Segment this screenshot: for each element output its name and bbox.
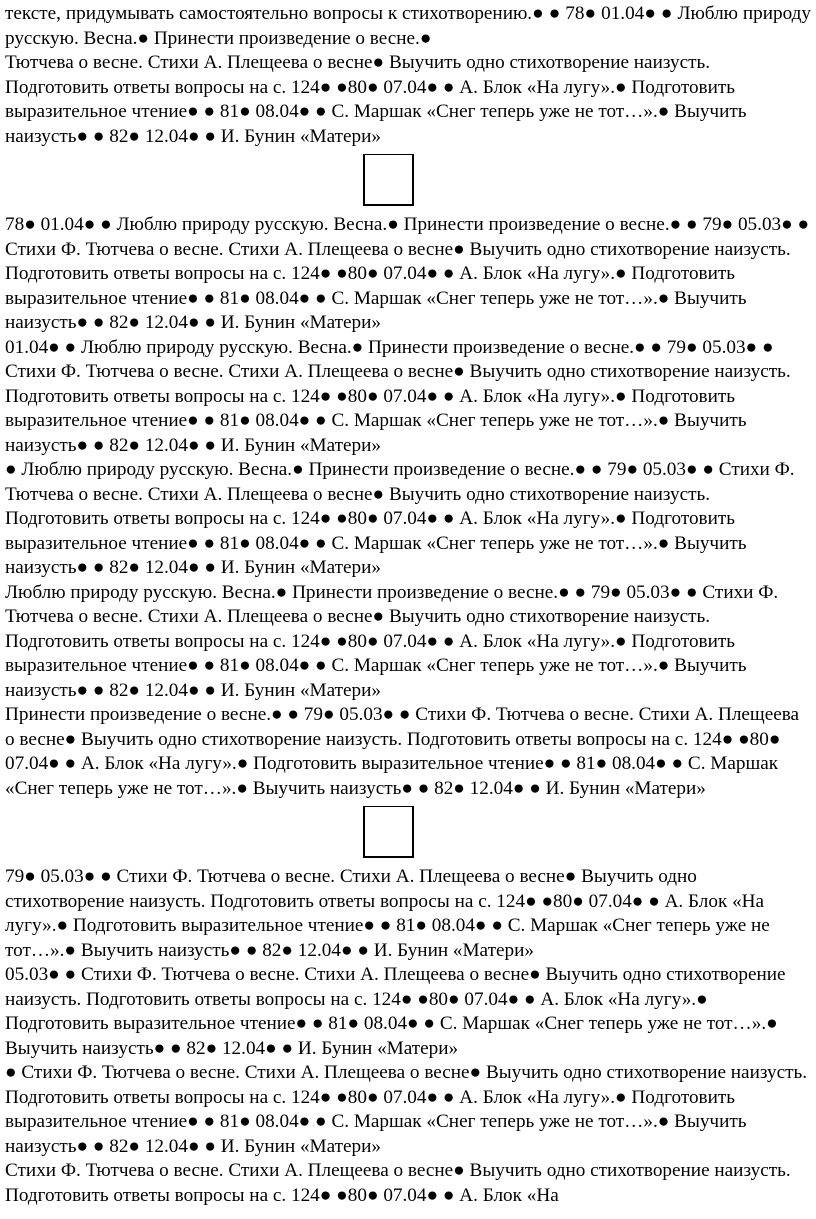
frame-box-2 [363,806,414,858]
paragraph-3-4: Стихи Ф. Тютчева о весне. Стихи А. Плещеева о весне● Выучить одно стихотворение наизусть. Подготовить ответы вопросы на с. 124● ●80● 07.04● ● А. Блок «На [5,1160,791,1206]
paragraph-2-5: Принести произведение о весне.● ● 79● 05.03● ● Стихи Ф. Тютчева о весне. Стихи А. Плещеева о весне● Выучить одно стихотворение наизусть. Подготовить ответы вопросы на с. 124● ●80● 07.04● ● А. Блок «На лугу».● Подготовить выразительное чтение● ● 81● 08.04● ● С. Маршак «Снег теперь уже не тот…».● Выучить наизусть● ● 82● 12.04● ● И. Бунин «Матери» [5,704,800,799]
frame-box-1-wrap [5,149,811,213]
paragraph-3-2: 05.03● ● Стихи Ф. Тютчева о весне. Стихи А. Плещеева о весне● Выучить одно стихотворение наизусть. Подготовить ответы вопросы на с. 124● ●80● 07.04● ● А. Блок «На лугу».● Подготовить выразительное чтение● ● 81● 08.04● ● С. Маршак «Снег теперь уже не тот…».● Выучить наизусть● ● 82● 12.04● ● И. Бунин «Матери» [5,964,786,1059]
paragraph-2-1: 78● 01.04● ● Люблю природу русскую. Весна.● Принести произведение о весне.● ● 79● 05.03● ● Стихи Ф. Тютчева о весне. Стихи А. Плещеева о весне● Выучить одно стихотворение наизусть. Подготовить ответы вопросы на с. 124● ●80● 07.04● ● А. Блок «На лугу».● Подготовить выразительное чтение● ● 81● 08.04● ● С. Маршак «Снег теперь уже не тот…».● Выучить наизусть● ● 82● 12.04● ● И. Бунин «Матери» [5,214,810,333]
paragraph-2-4: Люблю природу русскую. Весна.● Принести произведение о весне.● ● 79● 05.03● ● Стихи Ф. Тютчева о весне. Стихи А. Плещеева о весне● Выучить одно стихотворение наизусть. Подготовить ответы вопросы на с. 124● ●80● 07.04● ● А. Блок «На лугу».● Подготовить выразительное чтение● ● 81● 08.04● ● С. Маршак «Снег теперь уже не тот…».● Выучить наизусть● ● 82● 12.04● ● И. Бунин «Матери» [5,581,779,701]
paragraph-2-3: ● Люблю природу русскую. Весна.● Принести произведение о весне.● ● 79● 05.03● ● Стихи Ф. Тютчева о весне. Стихи А. Плещеева о весне● Выучить одно стихотворение наизусть. Подготовить ответы вопросы на с. 124● ●80● 07.04● ● А. Блок «На лугу».● Подготовить выразительное чтение● ● 81● 08.04● ● С. Маршак «Снег теперь уже не тот…».● Выучить наизусть● ● 82● 12.04● ● И. Бунин «Матери» [5,459,795,578]
paragraph-3-3: ● Стихи Ф. Тютчева о весне. Стихи А. Плещеева о весне● Выучить одно стихотворение наизусть. Подготовить ответы вопросы на с. 124● ●80● 07.04● ● А. Блок «На лугу».● Подготовить выразительное чтение● ● 81● 08.04● ● С. Маршак «Снег теперь уже не тот…».● Выучить наизусть● ● 82● 12.04● ● И. Бунин «Матери» [5,1062,808,1157]
paragraph-1-2: Тютчева о весне. Стихи А. Плещеева о весне● Выучить одно стихотворение наизусть. [5,52,711,73]
paragraph-2-2: 01.04● ● Люблю природу русскую. Весна.● Принести произведение о весне.● ● 79● 05.03● ● Стихи Ф. Тютчева о весне. Стихи А. Плещеева о весне● Выучить одно стихотворение наизусть. Подготовить ответы вопросы на с. 124● ●80● 07.04● ● А. Блок «На лугу».● Подготовить выразительное чтение● ● 81● 08.04● ● С. Маршак «Снег теперь уже не тот…».● Выучить наизусть● ● 82● 12.04● ● И. Бунин «Матери» [5,336,791,456]
paragraph-1-3: Подготовить ответы вопросы на с. 124● ●80● 07.04● ● А. Блок «На лугу».● Подготовить выразительное чтение● ● 81● 08.04● ● С. Маршак «Снег теперь уже не тот…».● Выучить наизусть● ● 82● 12.04● ● И. Бунин «Матери» [5,76,747,147]
paragraph-3-1: 79● 05.03● ● Стихи Ф. Тютчева о весне. Стихи А. Плещеева о весне● Выучить одно стихотворение наизусть. Подготовить ответы вопросы на с. 124● ●80● 07.04● ● А. Блок «На лугу».● Подготовить выразительное чтение● ● 81● 08.04● ● С. Маршак «Снег теперь уже не тот…».● Выучить наизусть● ● 82● 12.04● ● И. Бунин «Матери» [5,866,770,961]
paragraph-1-1: тексте, придумывать самостоятельно вопросы к стихотворению.● ● 78● 01.04● ● Люблю природу русскую. Весна.● Принести произведение о весне.● [5,3,811,49]
frame-box-1 [363,154,414,206]
frame-box-2-wrap [5,801,811,865]
document-page [5,2,811,1208]
